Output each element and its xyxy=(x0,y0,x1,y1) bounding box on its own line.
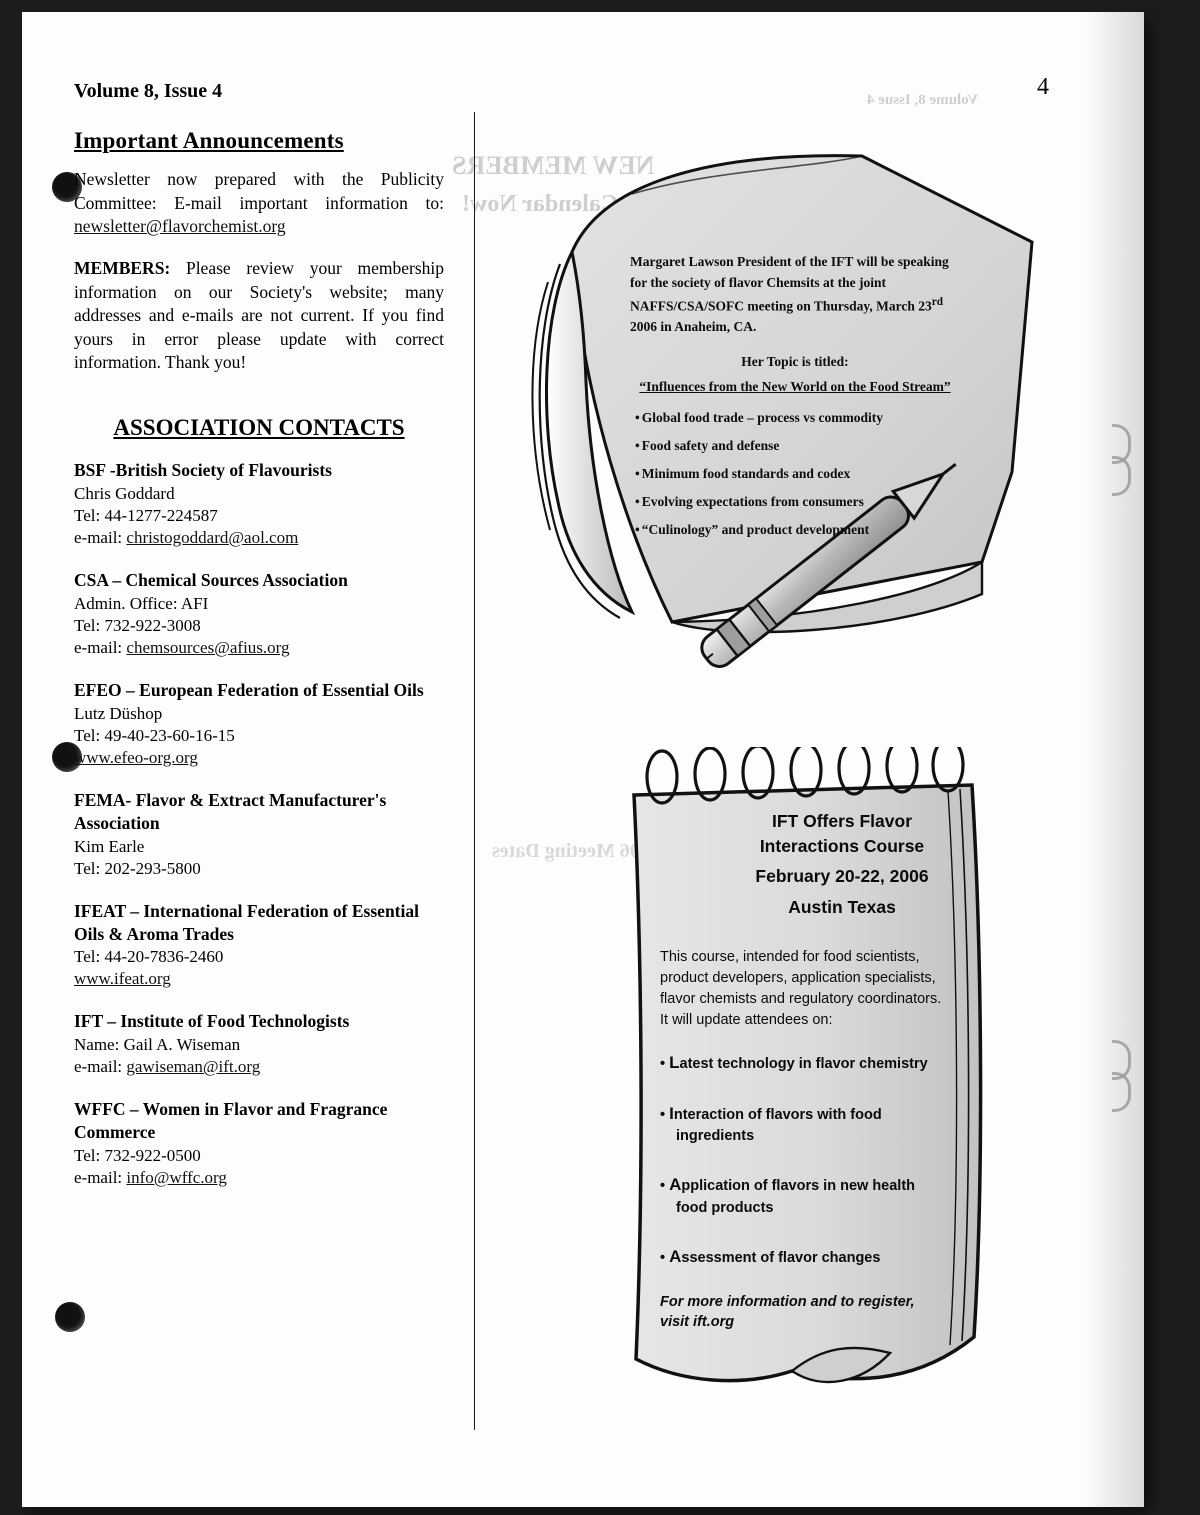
contact-name: EFEO – European Federation of Essential Oils xyxy=(74,680,424,701)
bleed-through-heading-b: NEW MEMBERS xyxy=(452,151,655,180)
contact-entry-ift xyxy=(74,1010,444,1078)
contact-line: Lutz Düshop xyxy=(74,703,163,723)
contact-website-row xyxy=(74,968,444,990)
bleed-through-heading-a: Mark Your Calendar Now! xyxy=(462,191,739,217)
contact-email-link[interactable]: chemsources@afius.org xyxy=(126,637,290,657)
notepad-bullet: • Latest technology in flavor chemistry xyxy=(660,1053,928,1073)
contact-email-row xyxy=(74,1056,444,1078)
contact-line: Tel: 49-40-23-60-16-15 xyxy=(74,725,235,745)
contact-name: WFFC – Women in Flavor and Fragrance Commerce xyxy=(74,1099,388,1143)
volume-issue-label: Volume 8, Issue 4 xyxy=(74,80,223,102)
notice-intro-sup: rd xyxy=(931,295,944,308)
announcement-newsletter xyxy=(74,168,444,239)
notepad-bullet-cap: L xyxy=(669,1053,680,1073)
notepad-bullet-text: atest technology in flavor chemistry xyxy=(679,1056,928,1073)
contact-email-link[interactable]: gawiseman@ift.org xyxy=(126,1057,261,1077)
contact-email-link[interactable]: christogoddard@aol.com xyxy=(126,527,299,547)
page-number: 4 xyxy=(1037,74,1049,100)
notepad-bullet-list xyxy=(660,1051,945,1270)
contact-line: Kim Earle xyxy=(74,836,145,856)
column-divider xyxy=(474,112,475,1430)
binder-ring-shadow-bottom-2 xyxy=(1112,1072,1131,1112)
bleed-through-header: Volume 8, Issue 4 xyxy=(867,92,979,108)
binder-ring-shadow-top-2 xyxy=(1112,456,1131,496)
notice-bullet: • Minimum food standards and codex xyxy=(644,464,960,485)
notice-bullet: • Global food trade – process vs commodity xyxy=(644,408,960,429)
contact-name: IFT – Institute of Food Technologists xyxy=(74,1011,350,1032)
notepad-bullet-text: ssessment of flavor changes xyxy=(681,1250,881,1267)
announcement-members xyxy=(74,257,444,375)
contact-line: Chris Goddard xyxy=(74,483,175,503)
notice-bullet: • Evolving expectations from consumers xyxy=(644,492,960,513)
announcement-newsletter-text: Newsletter now prepared with the Publicity Committee: E-mail important information to: xyxy=(74,169,444,213)
contact-name: CSA – Chemical Sources Association xyxy=(74,570,348,591)
notepad-location: Austin Texas xyxy=(788,897,896,918)
contact-email-label: e-mail: xyxy=(74,637,127,657)
contact-entry-efeo xyxy=(74,679,444,769)
scanned-page xyxy=(22,12,1144,1507)
contact-line: Name: Gail A. Wiseman xyxy=(74,1035,241,1055)
notice-intro-part2: 2006 in Anaheim, CA. xyxy=(630,319,757,335)
contact-website-link[interactable]: www.efeo-org.org xyxy=(74,748,198,767)
notice-topic-title: “Influences from the New World on the Food Stream” xyxy=(639,379,951,395)
notepad-bullet: • Assessment of flavor changes xyxy=(660,1247,881,1267)
contact-line: Admin. Office: AFI xyxy=(74,593,209,613)
contact-email-row xyxy=(74,527,444,549)
bleed-through-heading-c: 2006 Meeting Dates xyxy=(492,840,660,862)
notepad-bullet-text: nteraction of flavors with food ingredients xyxy=(673,1106,882,1145)
members-text: Please review your membership information on our Society's website; many addresses and e-mails are not current. If you find yours in error please update with correct information. Thank you! xyxy=(74,257,444,373)
notepad-bullet-cap: A xyxy=(669,1247,682,1267)
contact-email-label: e-mail: xyxy=(74,1168,127,1187)
notepad-bullet-text: pplication of flavors in new health food products xyxy=(676,1178,916,1216)
left-column xyxy=(74,128,444,1209)
notice-intro xyxy=(630,252,960,338)
contact-line: Tel: 732-922-3008 xyxy=(74,615,201,635)
contact-name: FEMA- Flavor & Extract Manufacturer's Association xyxy=(74,790,387,833)
contact-website-link[interactable]: www.ifeat.org xyxy=(74,969,171,989)
contact-email-label: e-mail: xyxy=(74,527,127,547)
contact-email-label: e-mail: xyxy=(74,1057,127,1077)
newsletter-email-link[interactable]: newsletter@flavorchemist.org xyxy=(74,216,286,237)
contact-email-row xyxy=(74,637,444,659)
notepad-heading xyxy=(682,809,1002,921)
curled-paper-notice-text xyxy=(630,252,960,548)
contact-line: Tel: 44-1277-224587 xyxy=(74,505,218,525)
important-announcements-heading: Important Announcements xyxy=(74,128,344,153)
notice-bullet-list xyxy=(630,408,960,541)
contact-entry-ifeat xyxy=(74,900,444,991)
notepad-bullet-cap: I xyxy=(669,1103,674,1123)
contact-entry-bsf xyxy=(74,459,444,549)
notepad-intro: This course, intended for food scientists, product developers, application specialists, flavor chemists and regulatory coordinators. It will update attendees on: xyxy=(660,949,942,1029)
contact-email-link[interactable]: info@wffc.org xyxy=(126,1168,227,1187)
contact-line: Tel: 732-922-0500 xyxy=(74,1145,201,1165)
curled-paper-illustration xyxy=(512,142,1072,722)
contact-website-row xyxy=(74,747,444,769)
notepad-dates: February 20-22, 2006 xyxy=(755,865,929,886)
notepad-bullet: • Application of flavors in new health food products xyxy=(660,1175,916,1216)
punch-hole-bottom xyxy=(55,1302,85,1332)
contact-name: IFEAT – International Federation of Essential Oils & Aroma Trades xyxy=(74,900,419,944)
notepad-bullet: • Interaction of flavors with food ingredients xyxy=(660,1103,882,1145)
contact-email-row xyxy=(74,1167,444,1189)
right-column-artwork xyxy=(492,132,1112,1432)
contact-name: BSF -British Society of Flavourists xyxy=(74,460,332,480)
contact-entry-wffc xyxy=(74,1098,444,1189)
notepad-title-line1: IFT Offers Flavor xyxy=(771,811,913,831)
notice-bullet: • “Culinology” and product development xyxy=(644,520,960,541)
contact-entry-fema xyxy=(74,789,444,880)
notepad-footer: For more information and to register, visit ift.org xyxy=(660,1294,915,1331)
members-label: MEMBERS: xyxy=(74,257,171,278)
notepad-title-line2: Interactions Course xyxy=(759,836,925,857)
contact-entry-csa xyxy=(74,569,444,659)
notepad-bullet-cap: A xyxy=(669,1175,682,1195)
contact-line: Tel: 44-20-7836-2460 xyxy=(74,947,224,967)
notepad-illustration xyxy=(622,747,1082,1412)
contact-line: Tel: 202-293-5800 xyxy=(74,858,201,878)
notice-bullet: • Food safety and defense xyxy=(644,436,960,457)
association-contacts-heading: ASSOCIATION CONTACTS xyxy=(113,415,405,440)
notepad-body xyxy=(660,947,945,1296)
notice-intro-part1: Margaret Lawson President of the IFT will be speaking for the society of flavor Chemsits at the joint NAFFS/CSA/SOFC meeting on Thursday, March 23 xyxy=(630,254,949,314)
notice-topic-label: Her Topic is titled: xyxy=(741,354,849,370)
